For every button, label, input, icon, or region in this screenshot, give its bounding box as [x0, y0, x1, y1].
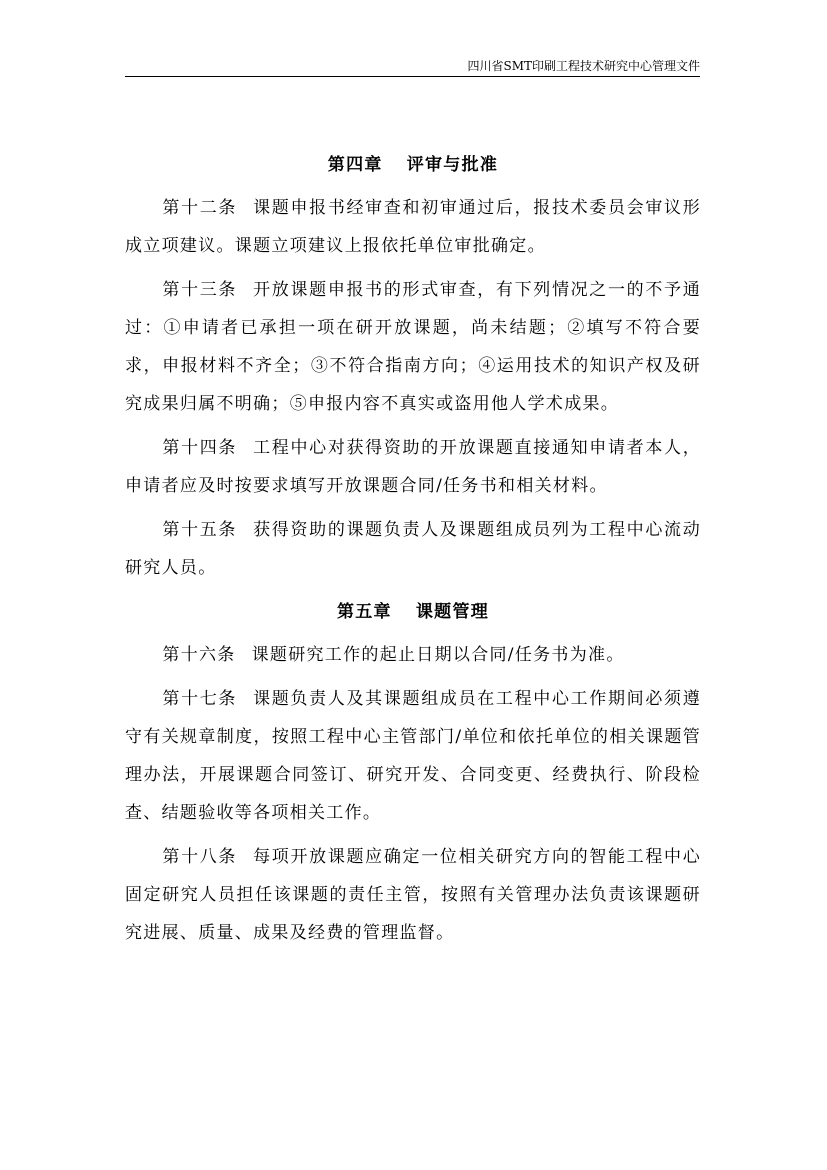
article-15: [125, 511, 701, 587]
chapter-number: 第四章: [327, 155, 383, 175]
article-number: 第十八条: [162, 847, 238, 867]
article-text: 课题负责人及其课题组成员在工程中心工作期间必须遵守有关规章制度，按照工程中心主管部门/单位和依托单位的相关课题管理办法，开展课题合同签订、研究开发、合同变更、经费执行、阶段检查、结题验收等各项相关工作。: [125, 689, 701, 823]
article-16: [125, 636, 701, 674]
article-18: [125, 838, 701, 952]
article-13: [125, 271, 701, 423]
article-text: 每项开放课题应确定一位相关研究方向的智能工程中心固定研究人员担任该课题的责任主管，按照有关管理办法负责该课题研究进展、质量、成果及经费的管理监督。: [125, 847, 701, 943]
article-number: 第十七条: [162, 689, 238, 709]
chapter-title: 课题管理: [415, 602, 490, 622]
article-number: 第十五条: [162, 520, 238, 540]
article-12: [125, 189, 701, 265]
article-number: 第十四条: [162, 438, 238, 458]
chapter-title: 评审与批准: [406, 155, 499, 175]
article-number: 第十六条: [162, 645, 236, 665]
chapter-number: 第五章: [336, 602, 392, 622]
chapter-heading: [125, 593, 701, 631]
article-text: 工程中心对获得资助的开放课题直接通知申请者本人，申请者应及时按要求填写开放课题合同/任务书和相关材料。: [125, 438, 701, 496]
article-number: 第十二条: [162, 198, 238, 218]
article-text: 课题研究工作的起止日期以合同/任务书为准。: [251, 645, 625, 665]
article-17: [125, 680, 701, 832]
document-body: [125, 146, 701, 958]
article-text: 开放课题申报书的形式审查，有下列情况之一的不予通过：①申请者已承担一项在研开放课题，尚未结题；②填写不符合要求，申报材料不齐全；③不符合指南方向；④运用技术的知识产权及研究成果归属不明确；⑤申报内容不真实或盗用他人学术成果。: [125, 280, 701, 414]
header-title: 四川省SMT印刷工程技术研究中心管理文件: [467, 59, 700, 73]
article-number: 第十三条: [162, 280, 238, 300]
article-text: 课题申报书经审查和初审通过后，报技术委员会审议形成立项建议。课题立项建议上报依托单位审批确定。: [125, 198, 701, 256]
article-14: [125, 429, 701, 505]
article-text: 获得资助的课题负责人及课题组成员列为工程中心流动研究人员。: [125, 520, 701, 578]
chapter-heading: [125, 146, 701, 184]
page-header: [125, 58, 700, 77]
